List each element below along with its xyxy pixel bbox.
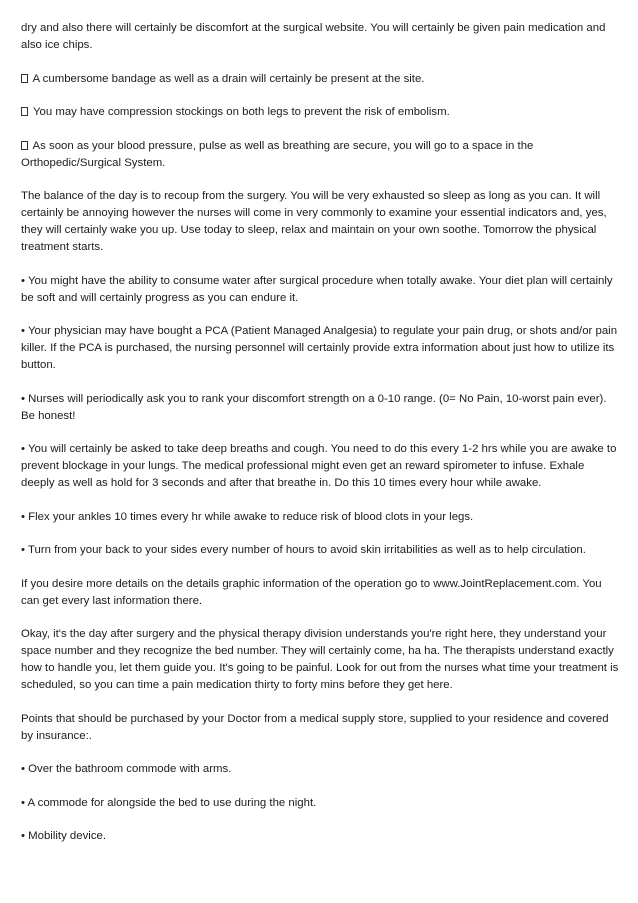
- bullet-turn-sides: [21, 542, 619, 559]
- paragraph-more-details: [21, 576, 619, 610]
- paragraph-bandage: [21, 71, 619, 88]
- bullet-flex-ankles: [21, 509, 619, 526]
- document-page: [21, 20, 619, 862]
- paragraph-text: You may have compression stockings on both legs to prevent the risk of embolism.: [30, 106, 450, 118]
- paragraph-compression-stockings: [21, 104, 619, 121]
- paragraph-text: The balance of the day is to recoup from the surgery. You will be very exhausted so sleep as long as you can. It will certainly be annoying however the nurses will come in very commonly to examine your essential indicators and, yes, they will certainly wake you up. Use today to sleep, relax and maintain on your own soothe. Tomorrow the physical treatment starts.: [21, 190, 607, 253]
- paragraph-text: • Turn from your back to your sides every number of hours to avoid skin irritabilities as well as to help circulation.: [21, 544, 586, 556]
- paragraph-blood-pressure: [21, 138, 619, 172]
- paragraph-day-after-surgery: [21, 626, 619, 694]
- paragraph-text: • Mobility device.: [21, 830, 107, 842]
- bullet-water: [21, 273, 619, 307]
- paragraph-text: • Flex your ankles 10 times every hr while awake to reduce risk of blood clots in your legs.: [21, 510, 474, 523]
- paragraph-text: • You will certainly be asked to take deep breaths and cough. You need to do this every 1-2 hrs while you are awake to prevent blockage in your lungs. The medical professional might even get an reward spirometer to infuse. Exhale deeply as well as hold for 3 seconds and after that breathe in. Do this 10 times every hour while awake.: [21, 443, 617, 489]
- bullet-pca: [21, 323, 619, 374]
- paragraph-supply-items: [21, 711, 619, 745]
- bullet-bedside-commode: [21, 795, 619, 812]
- bullet-mobility-device: [21, 828, 619, 845]
- missing-glyph-icon: [21, 74, 28, 83]
- missing-glyph-icon: [21, 141, 28, 150]
- paragraph-text: As soon as your blood pressure, pulse as well as breathing are secure, you will go to a space in the Orthopedic/Surgical System.: [21, 139, 534, 169]
- paragraph-text: • Nurses will periodically ask you to rank your discomfort strength on a 0-10 range. (0= No Pain, 10-worst pain ever). Be honest!: [21, 392, 607, 422]
- paragraph-text: If you desire more details on the details graphic information of the operation go to www.JointReplacement.com. You can get every last information there.: [21, 577, 602, 607]
- paragraph-text: • Your physician may have bought a PCA (Patient Managed Analgesia) to regulate your pain drug, or shots and/or pain killer. If the PCA is purchased, the nursing personnel will certainly provide extra information about just how to utilize its button.: [21, 325, 618, 371]
- missing-glyph-icon: [21, 107, 28, 116]
- paragraph-text: Points that should be purchased by your Doctor from a medical supply store, supplied to your residence and covered by insurance:.: [21, 712, 609, 742]
- bullet-bathroom-commode: [21, 761, 619, 778]
- bullet-deep-breaths: [21, 441, 619, 492]
- paragraph-surgical-discomfort: [21, 20, 619, 54]
- paragraph-text: dry and also there will certainly be discomfort at the surgical website. You will certainly be given pain medication and also ice chips.: [21, 22, 606, 51]
- paragraph-text: • You might have the ability to consume water after surgical procedure when totally awake. Your diet plan will certainly be soft and will certainly progress as you can endure it.: [21, 274, 613, 304]
- paragraph-text: A cumbersome bandage as well as a drain will certainly be present at the site.: [30, 72, 425, 85]
- paragraph-recovery-day: [21, 188, 619, 256]
- paragraph-text: • Over the bathroom commode with arms.: [21, 763, 232, 775]
- paragraph-text: Okay, it's the day after surgery and the physical therapy division understands you're right here, they understand your space number and they recognize the bed number. They will certainly come, ha ha. The therapists understand exactly how to handle you, let them guide you. It's going to be painful. Look for out from the nurses what time your treatment is scheduled, so you can time a pain medication thirty to forty mins before they get here.: [21, 628, 619, 691]
- paragraph-text: • A commode for alongside the bed to use during the night.: [21, 796, 317, 809]
- bullet-pain-scale: [21, 391, 619, 425]
